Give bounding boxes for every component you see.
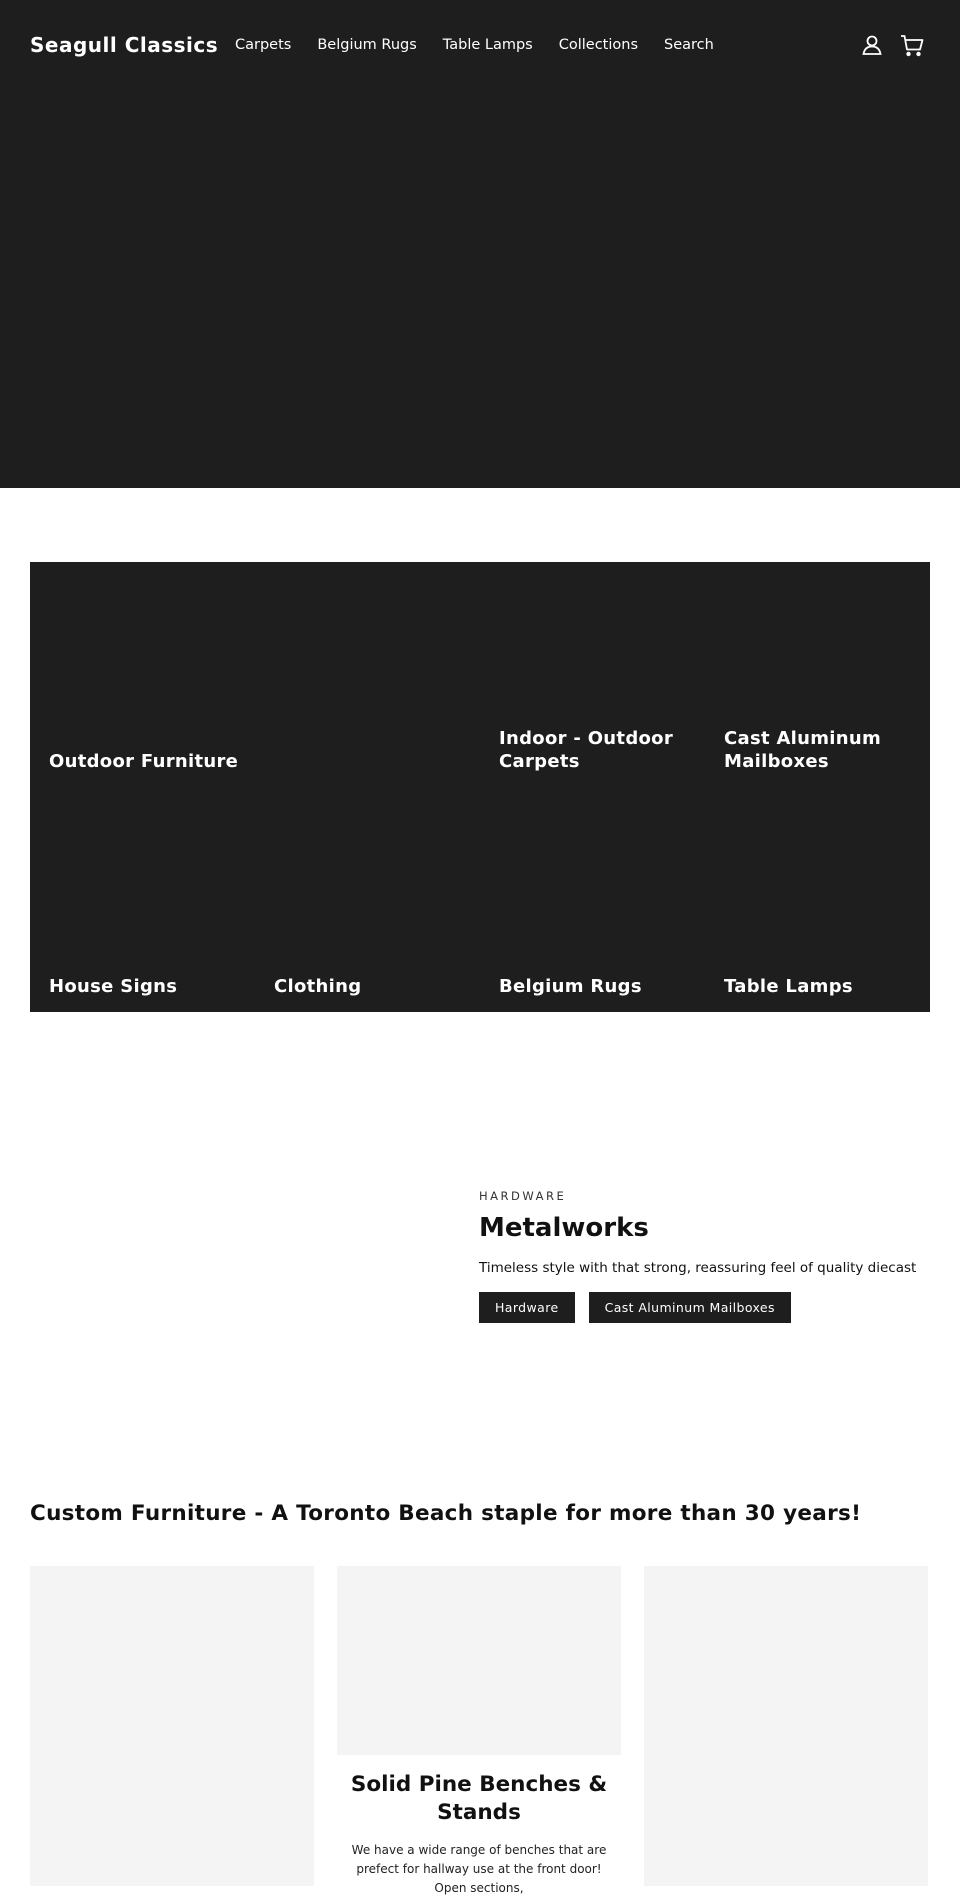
custom-furniture-heading: Custom Furniture - A Toronto Beach staple for more than 30 years!	[30, 1501, 862, 1526]
collection-tile-table-lamps[interactable]	[705, 787, 930, 1012]
cart-icon[interactable]	[899, 32, 925, 58]
promo-card-right[interactable]	[644, 1566, 928, 1886]
collection-tile-clothing[interactable]	[255, 787, 480, 1012]
collection-tile-outdoor-furniture[interactable]	[30, 562, 480, 787]
promo-card-text: We have a wide range of benches that are prefect for hallway use at the front door! Open sections,	[351, 1843, 607, 1895]
site-logo[interactable]: Seagull Classics	[30, 33, 219, 57]
promo-card-left[interactable]	[30, 1566, 314, 1886]
collection-label: House Signs	[49, 976, 178, 997]
collection-label: Table Lamps	[724, 976, 853, 997]
collection-label: Clothing	[274, 976, 362, 997]
collection-label: Cast Aluminum Mailboxes	[724, 728, 882, 772]
cast-aluminum-mailboxes-button[interactable]: Cast Aluminum Mailboxes	[589, 1292, 791, 1323]
collection-tile-indoor-outdoor-carpets[interactable]	[480, 562, 705, 787]
collection-label: Outdoor Furniture	[49, 751, 239, 772]
featured-title: Metalworks	[479, 1213, 649, 1243]
main-nav	[235, 30, 740, 60]
collection-label: Belgium Rugs	[499, 976, 642, 997]
collection-tile-belgium-rugs[interactable]	[480, 787, 705, 1012]
user-icon[interactable]	[859, 32, 885, 58]
hardware-button[interactable]: Hardware	[479, 1292, 575, 1323]
promo-card-image	[337, 1566, 621, 1755]
nav-link-collections[interactable]: Collections	[558, 37, 639, 53]
collection-tile-house-signs[interactable]	[30, 787, 255, 1012]
collection-grid	[30, 562, 930, 1012]
collection-label: Indoor - Outdoor Carpets	[499, 728, 674, 772]
featured-buttons	[479, 1292, 939, 1323]
nav-link-carpets[interactable]: Carpets	[235, 37, 292, 53]
featured-description: Timeless style with that strong, reassuring feel of quality diecast	[479, 1260, 917, 1276]
collection-tile-cast-aluminum-mailboxes[interactable]	[705, 562, 930, 787]
promo-card-title: Solid Pine Benches & Stands	[350, 1772, 608, 1825]
featured-eyebrow: HARDWARE	[479, 1189, 567, 1203]
nav-link-table-lamps[interactable]: Table Lamps	[442, 37, 533, 53]
featured-section	[479, 1188, 939, 1323]
hero-banner	[0, 0, 960, 488]
nav-link-belgium-rugs[interactable]: Belgium Rugs	[317, 37, 417, 53]
promo-card-middle[interactable]	[337, 1566, 621, 1895]
nav-link-search[interactable]: Search	[664, 37, 714, 53]
